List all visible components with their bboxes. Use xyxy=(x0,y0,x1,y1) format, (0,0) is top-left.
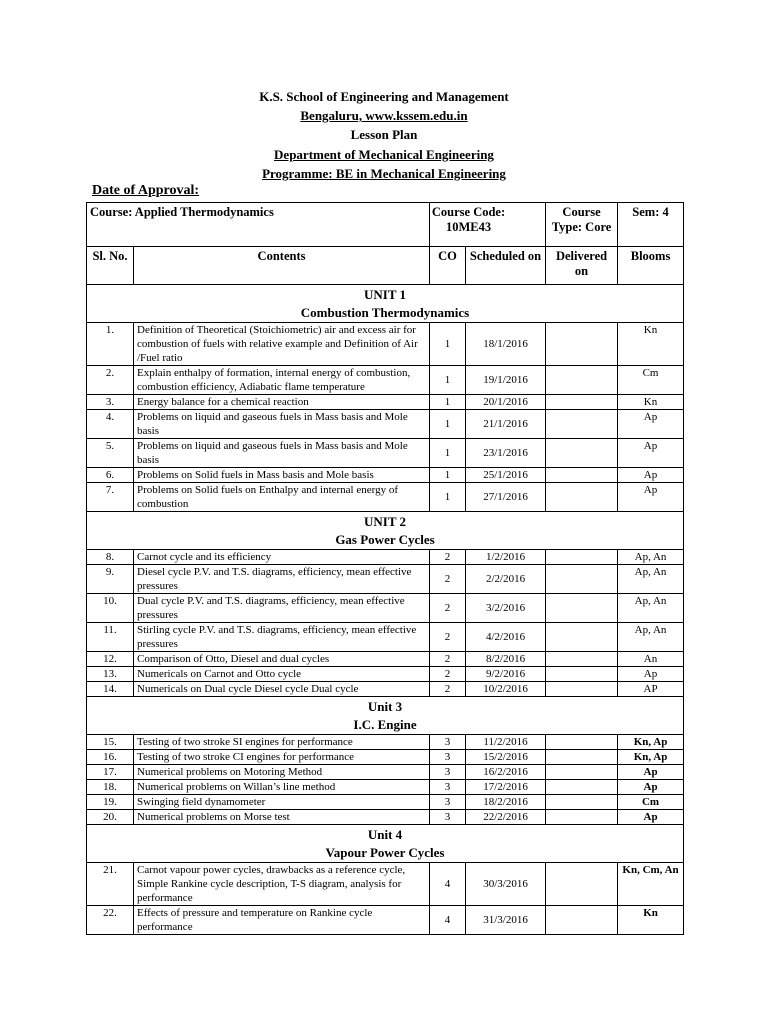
table-row xyxy=(87,395,684,410)
sl-number: 16. xyxy=(87,750,134,765)
table-row xyxy=(87,780,684,795)
sl-number: 2. xyxy=(87,366,134,395)
row-scheduled-date: 16/2/2016 xyxy=(466,765,546,780)
table-row xyxy=(87,565,684,594)
table-row xyxy=(87,795,684,810)
sl-number: 22. xyxy=(87,906,134,935)
row-co: 1 xyxy=(430,323,466,366)
row-scheduled-date: 23/1/2016 xyxy=(466,439,546,468)
row-content: Effects of pressure and temperature on Rankine cycle performance xyxy=(134,906,430,935)
unit-header xyxy=(87,697,684,735)
col-scheduled: Scheduled on xyxy=(466,247,546,285)
row-scheduled-date: 1/2/2016 xyxy=(466,550,546,565)
table-row xyxy=(87,652,684,667)
row-content: Problems on Solid fuels on Enthalpy and internal energy of combustion xyxy=(134,483,430,512)
sl-number: 1. xyxy=(87,323,134,366)
table-row xyxy=(87,735,684,750)
unit-header xyxy=(87,285,684,323)
row-delivered-date xyxy=(546,652,618,667)
unit-header-row xyxy=(87,285,684,323)
row-delivered-date xyxy=(546,667,618,682)
row-scheduled-date: 8/2/2016 xyxy=(466,652,546,667)
row-blooms: Ap xyxy=(618,667,684,682)
sl-number: 12. xyxy=(87,652,134,667)
row-delivered-date xyxy=(546,594,618,623)
row-blooms: Kn xyxy=(618,906,684,935)
unit-label: UNIT 1 xyxy=(364,287,407,302)
unit-header-row xyxy=(87,697,684,735)
row-co: 4 xyxy=(430,863,466,906)
row-delivered-date xyxy=(546,682,618,697)
row-scheduled-date: 4/2/2016 xyxy=(466,623,546,652)
row-delivered-date xyxy=(546,795,618,810)
row-co: 3 xyxy=(430,750,466,765)
row-delivered-date xyxy=(546,780,618,795)
row-blooms: Cm xyxy=(618,366,684,395)
row-blooms: AP xyxy=(618,682,684,697)
row-content: Problems on liquid and gaseous fuels in Mass basis and Mole basis xyxy=(134,410,430,439)
row-content: Definition of Theoretical (Stoichiometric) air and excess air for combustion of fuels with relative example and Definition of Air /Fuel ratio xyxy=(134,323,430,366)
row-content: Carnot vapour power cycles, drawbacks as a reference cycle, Simple Rankine cycle description, T-S diagram, analysis for performance xyxy=(134,863,430,906)
row-delivered-date xyxy=(546,395,618,410)
row-delivered-date xyxy=(546,863,618,906)
sl-number: 10. xyxy=(87,594,134,623)
sl-number: 6. xyxy=(87,468,134,483)
row-blooms: Kn, Ap xyxy=(618,735,684,750)
row-co: 2 xyxy=(430,682,466,697)
column-header-row xyxy=(87,247,684,285)
row-blooms: An xyxy=(618,652,684,667)
row-content: Problems on liquid and gaseous fuels in Mass basis and Mole basis xyxy=(134,439,430,468)
row-content: Diesel cycle P.V. and T.S. diagrams, efficiency, mean effective pressures xyxy=(134,565,430,594)
row-blooms: Ap xyxy=(618,810,684,825)
row-content: Dual cycle P.V. and T.S. diagrams, efficiency, mean effective pressures xyxy=(134,594,430,623)
row-delivered-date xyxy=(546,565,618,594)
sl-number: 17. xyxy=(87,765,134,780)
row-delivered-date xyxy=(546,550,618,565)
unit-title: Combustion Thermodynamics xyxy=(300,305,470,320)
document-type: Lesson Plan xyxy=(350,127,418,142)
institution-name: K.S. School of Engineering and Management xyxy=(259,89,509,104)
row-content: Numerical problems on Willan’s line method xyxy=(134,780,430,795)
col-contents: Contents xyxy=(134,247,430,285)
row-blooms: Ap, An xyxy=(618,550,684,565)
row-content: Numerical problems on Morse test xyxy=(134,810,430,825)
row-blooms: Ap xyxy=(618,765,684,780)
row-blooms: Ap, An xyxy=(618,594,684,623)
row-blooms: Cm xyxy=(618,795,684,810)
row-scheduled-date: 17/2/2016 xyxy=(466,780,546,795)
row-co: 1 xyxy=(430,395,466,410)
table-row xyxy=(87,750,684,765)
row-content: Numericals on Carnot and Otto cycle xyxy=(134,667,430,682)
row-co: 3 xyxy=(430,735,466,750)
sl-number: 4. xyxy=(87,410,134,439)
row-content: Comparison of Otto, Diesel and dual cycles xyxy=(134,652,430,667)
sl-number: 7. xyxy=(87,483,134,512)
row-co: 1 xyxy=(430,439,466,468)
row-scheduled-date: 11/2/2016 xyxy=(466,735,546,750)
row-delivered-date xyxy=(546,750,618,765)
course-name: Course: Applied Thermodynamics xyxy=(87,203,430,247)
row-delivered-date xyxy=(546,366,618,395)
course-code-label: Course Code: xyxy=(431,205,506,219)
row-co: 3 xyxy=(430,810,466,825)
row-blooms: Kn, Cm, An xyxy=(618,863,684,906)
sl-number: 8. xyxy=(87,550,134,565)
table-row xyxy=(87,765,684,780)
table-row xyxy=(87,810,684,825)
row-content: Problems on Solid fuels in Mass basis and Mole basis xyxy=(134,468,430,483)
row-scheduled-date: 30/3/2016 xyxy=(466,863,546,906)
table-row xyxy=(87,863,684,906)
date-of-approval: Date of Approval: xyxy=(92,183,200,198)
course-type: Course Type: Core xyxy=(546,203,618,247)
row-delivered-date xyxy=(546,468,618,483)
row-delivered-date xyxy=(546,765,618,780)
sl-number: 13. xyxy=(87,667,134,682)
row-scheduled-date: 15/2/2016 xyxy=(466,750,546,765)
col-blooms: Blooms xyxy=(618,247,684,285)
row-content: Testing of two stroke SI engines for performance xyxy=(134,735,430,750)
row-scheduled-date: 20/1/2016 xyxy=(466,395,546,410)
row-blooms: Kn xyxy=(618,323,684,366)
table-row xyxy=(87,366,684,395)
row-co: 2 xyxy=(430,623,466,652)
row-delivered-date xyxy=(546,410,618,439)
row-delivered-date xyxy=(546,810,618,825)
row-blooms: Ap xyxy=(618,410,684,439)
row-delivered-date xyxy=(546,323,618,366)
row-content: Testing of two stroke CI engines for performance xyxy=(134,750,430,765)
sl-number: 14. xyxy=(87,682,134,697)
row-co: 4 xyxy=(430,906,466,935)
row-content: Swinging field dynamometer xyxy=(134,795,430,810)
table-row xyxy=(87,439,684,468)
unit-header-row xyxy=(87,512,684,550)
row-blooms: Ap xyxy=(618,439,684,468)
row-delivered-date xyxy=(546,483,618,512)
row-co: 2 xyxy=(430,594,466,623)
row-scheduled-date: 2/2/2016 xyxy=(466,565,546,594)
sl-number: 3. xyxy=(87,395,134,410)
sl-number: 5. xyxy=(87,439,134,468)
table-row xyxy=(87,323,684,366)
department: Department of Mechanical Engineering xyxy=(274,147,494,162)
row-blooms: Ap, An xyxy=(618,623,684,652)
table-row xyxy=(87,906,684,935)
unit-label: Unit 4 xyxy=(367,827,403,842)
row-co: 2 xyxy=(430,667,466,682)
col-delivered: Delivered on xyxy=(546,247,618,285)
table-row xyxy=(87,483,684,512)
row-content: Carnot cycle and its efficiency xyxy=(134,550,430,565)
row-delivered-date xyxy=(546,735,618,750)
sl-number: 19. xyxy=(87,795,134,810)
course-info-row xyxy=(87,203,684,247)
sl-number: 20. xyxy=(87,810,134,825)
table-row xyxy=(87,623,684,652)
row-co: 2 xyxy=(430,550,466,565)
row-scheduled-date: 18/1/2016 xyxy=(466,323,546,366)
lesson-plan-table xyxy=(86,202,684,935)
row-delivered-date xyxy=(546,623,618,652)
table-row xyxy=(87,667,684,682)
table-row xyxy=(87,682,684,697)
row-scheduled-date: 31/3/2016 xyxy=(466,906,546,935)
table-row xyxy=(87,594,684,623)
row-scheduled-date: 21/1/2016 xyxy=(466,410,546,439)
row-co: 2 xyxy=(430,652,466,667)
programme: Programme: BE in Mechanical Engineering xyxy=(262,166,506,181)
row-blooms: Ap xyxy=(618,780,684,795)
row-blooms: Ap xyxy=(618,468,684,483)
unit-title: I.C. Engine xyxy=(353,717,417,732)
row-blooms: Kn xyxy=(618,395,684,410)
row-content: Energy balance for a chemical reaction xyxy=(134,395,430,410)
location-web: Bengaluru, www.kssem.edu.in xyxy=(300,108,468,123)
sl-number: 9. xyxy=(87,565,134,594)
col-sl: Sl. No. xyxy=(87,247,134,285)
row-content: Numerical problems on Motoring Method xyxy=(134,765,430,780)
sl-number: 15. xyxy=(87,735,134,750)
row-scheduled-date: 19/1/2016 xyxy=(466,366,546,395)
unit-title: Vapour Power Cycles xyxy=(325,845,445,860)
row-co: 2 xyxy=(430,565,466,594)
row-blooms: Ap, An xyxy=(618,565,684,594)
row-content: Explain enthalpy of formation, internal energy of combustion, combustion efficiency, Adiabatic flame temperature xyxy=(134,366,430,395)
course-code: 10ME43 xyxy=(445,220,492,234)
row-co: 1 xyxy=(430,410,466,439)
row-scheduled-date: 3/2/2016 xyxy=(466,594,546,623)
sl-number: 21. xyxy=(87,863,134,906)
sl-number: 11. xyxy=(87,623,134,652)
table-row xyxy=(87,550,684,565)
row-scheduled-date: 22/2/2016 xyxy=(466,810,546,825)
row-scheduled-date: 9/2/2016 xyxy=(466,667,546,682)
row-delivered-date xyxy=(546,906,618,935)
row-scheduled-date: 18/2/2016 xyxy=(466,795,546,810)
unit-header-row xyxy=(87,825,684,863)
row-scheduled-date: 10/2/2016 xyxy=(466,682,546,697)
row-blooms: Ap xyxy=(618,483,684,512)
unit-header xyxy=(87,825,684,863)
semester: Sem: 4 xyxy=(618,203,684,247)
unit-title: Gas Power Cycles xyxy=(335,532,435,547)
row-co: 3 xyxy=(430,765,466,780)
col-co: CO xyxy=(430,247,466,285)
row-content: Stirling cycle P.V. and T.S. diagrams, efficiency, mean effective pressures xyxy=(134,623,430,652)
course-code-cell xyxy=(430,203,546,247)
unit-header xyxy=(87,512,684,550)
unit-label: Unit 3 xyxy=(367,699,403,714)
sl-number: 18. xyxy=(87,780,134,795)
row-scheduled-date: 27/1/2016 xyxy=(466,483,546,512)
row-co: 3 xyxy=(430,780,466,795)
row-co: 1 xyxy=(430,483,466,512)
row-scheduled-date: 25/1/2016 xyxy=(466,468,546,483)
row-blooms: Kn, Ap xyxy=(618,750,684,765)
table-row xyxy=(87,410,684,439)
row-delivered-date xyxy=(546,439,618,468)
row-co: 3 xyxy=(430,795,466,810)
row-content: Numericals on Dual cycle Diesel cycle Dual cycle xyxy=(134,682,430,697)
row-co: 1 xyxy=(430,366,466,395)
row-co: 1 xyxy=(430,468,466,483)
table-row xyxy=(87,468,684,483)
unit-label: UNIT 2 xyxy=(364,514,407,529)
